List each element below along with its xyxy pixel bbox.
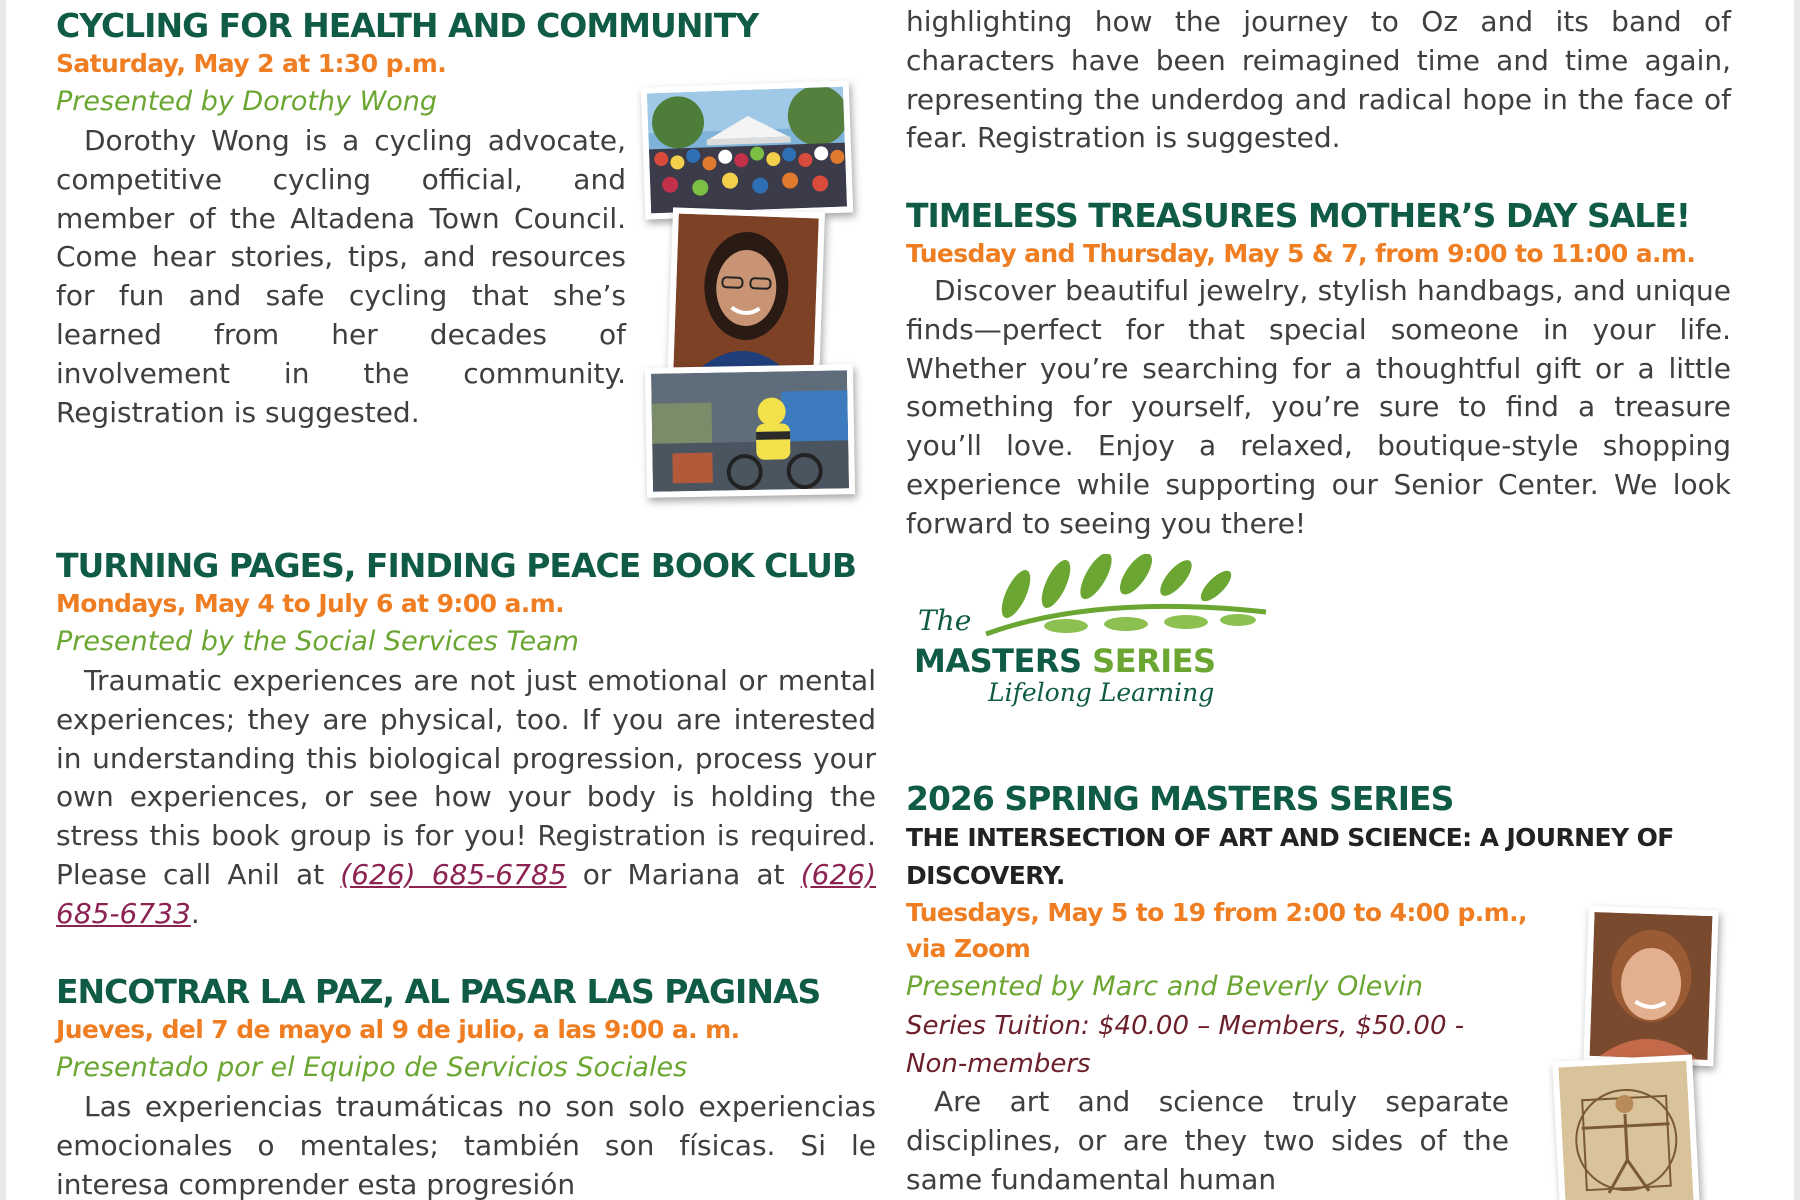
event-date: Tuesday and Thursday, May 5 & 7, from 9:00 to 11:00 a.m. (906, 239, 1696, 268)
event-description: Dorothy Wong is a cycling advocate, competitive cycling official, and member of the Altadena Town Council. Come hear stories, tips, and resources for fun and safe cycling that she’s learned from her decades of involvement in the community. Registration is suggested. (56, 124, 626, 429)
event-book-club-spanish (56, 972, 876, 1200)
leaf-branch-icon (976, 554, 1276, 644)
cycling-crowd-photo (641, 80, 853, 219)
newsletter-page (6, 0, 1794, 1200)
event-presenter: Presented by Marc and Beverly Olevin (906, 971, 1423, 1002)
event-title: ENCOTRAR LA PAZ, AL PASAR LAS PAGINAS (56, 972, 821, 1011)
masters-series-logo (906, 554, 1266, 714)
logo-wordmark (914, 642, 1216, 680)
event-date: Mondays, May 4 to July 6 at 9:00 a.m. (56, 589, 565, 618)
event-presenter: Presentado por el Equipo de Servicios Sociales (56, 1052, 688, 1083)
event-title: 2026 SPRING MASTERS SERIES (906, 779, 1454, 818)
event-book-club (56, 546, 876, 934)
logo-tagline: Lifelong Learning (988, 678, 1215, 707)
event-description: Are art and science truly separate disciplines, or are they two sides of the same fundamental human (906, 1085, 1509, 1196)
event-date-line-2: via Zoom (906, 934, 1031, 963)
event-title: TURNING PAGES, FINDING PEACE BOOK CLUB (56, 546, 857, 585)
event-presenter: Presented by Dorothy Wong (56, 86, 438, 117)
logo-masters-text: MASTERS (914, 642, 1082, 680)
event-oz-continued (906, 3, 1731, 158)
event-presenter: Presented by the Social Services Team (56, 626, 579, 657)
event-mothers-day-sale (906, 196, 1731, 544)
logo-series-text: SERIES (1092, 642, 1216, 680)
event-date: Jueves, del 7 de mayo al 9 de julio, a las 9:00 a. m. (56, 1015, 740, 1044)
description-text: Traumatic experiences are not just emotional or mental experiences; they are physical, too. If you are interested in understanding this biological progression, process your own experiences, or see how your body is holding the stress this book group is for you! Registration is required. Please call Anil at (56, 664, 876, 891)
event-description: Las experiencias traumáticas no son solo experiencias emocionales o mentales; también son físicas. Si le interesa comprender esta progresión (56, 1090, 876, 1200)
event-title: TIMELESS TREASURES MOTHER’S DAY SALE! (906, 196, 1690, 235)
event-title: CYCLING FOR HEALTH AND COMMUNITY (56, 6, 759, 45)
beverly-olevin-portrait (1583, 906, 1718, 1066)
vitruvian-man-sketch (1552, 1054, 1700, 1200)
description-text: . (190, 896, 200, 930)
description-text: or Mariana at (566, 857, 801, 891)
dorothy-wong-portrait (667, 207, 825, 384)
cyclist-race-photo (645, 364, 855, 498)
logo-the-text: The (918, 604, 972, 637)
phone-link-mariana[interactable]: (626) 685-6733 (56, 857, 877, 930)
event-description: Discover beautiful jewelry, stylish handbags, and unique finds—perfect for that special someone in your life. Whether you’re searching for a thoughtful gift or a little something for yourself, you’re sure to find a treasure you’ll love. Enjoy a relaxed, boutique-style shopping experience while supporting our Senior Center. We look forward to seeing you there! (906, 274, 1731, 540)
phone-link-anil[interactable]: (626) 685-6785 (340, 857, 567, 891)
event-subtitle: THE INTERSECTION OF ART AND SCIENCE: A JOURNEY OF DISCOVERY. (906, 823, 1674, 890)
event-description: highlighting how the journey to Oz and its band of characters have been reimagined time and time again, representing the underdog and radical hope in the face of fear. Registration is suggested. (906, 5, 1731, 155)
event-tuition: Series Tuition: $40.00 – Members, $50.00 - Non-members (906, 1011, 1465, 1079)
event-date: Tuesdays, May 5 to 19 from 2:00 to 4:00 p.m., (906, 898, 1527, 927)
event-description (56, 662, 876, 934)
event-date: Saturday, May 2 at 1:30 p.m. (56, 49, 447, 78)
